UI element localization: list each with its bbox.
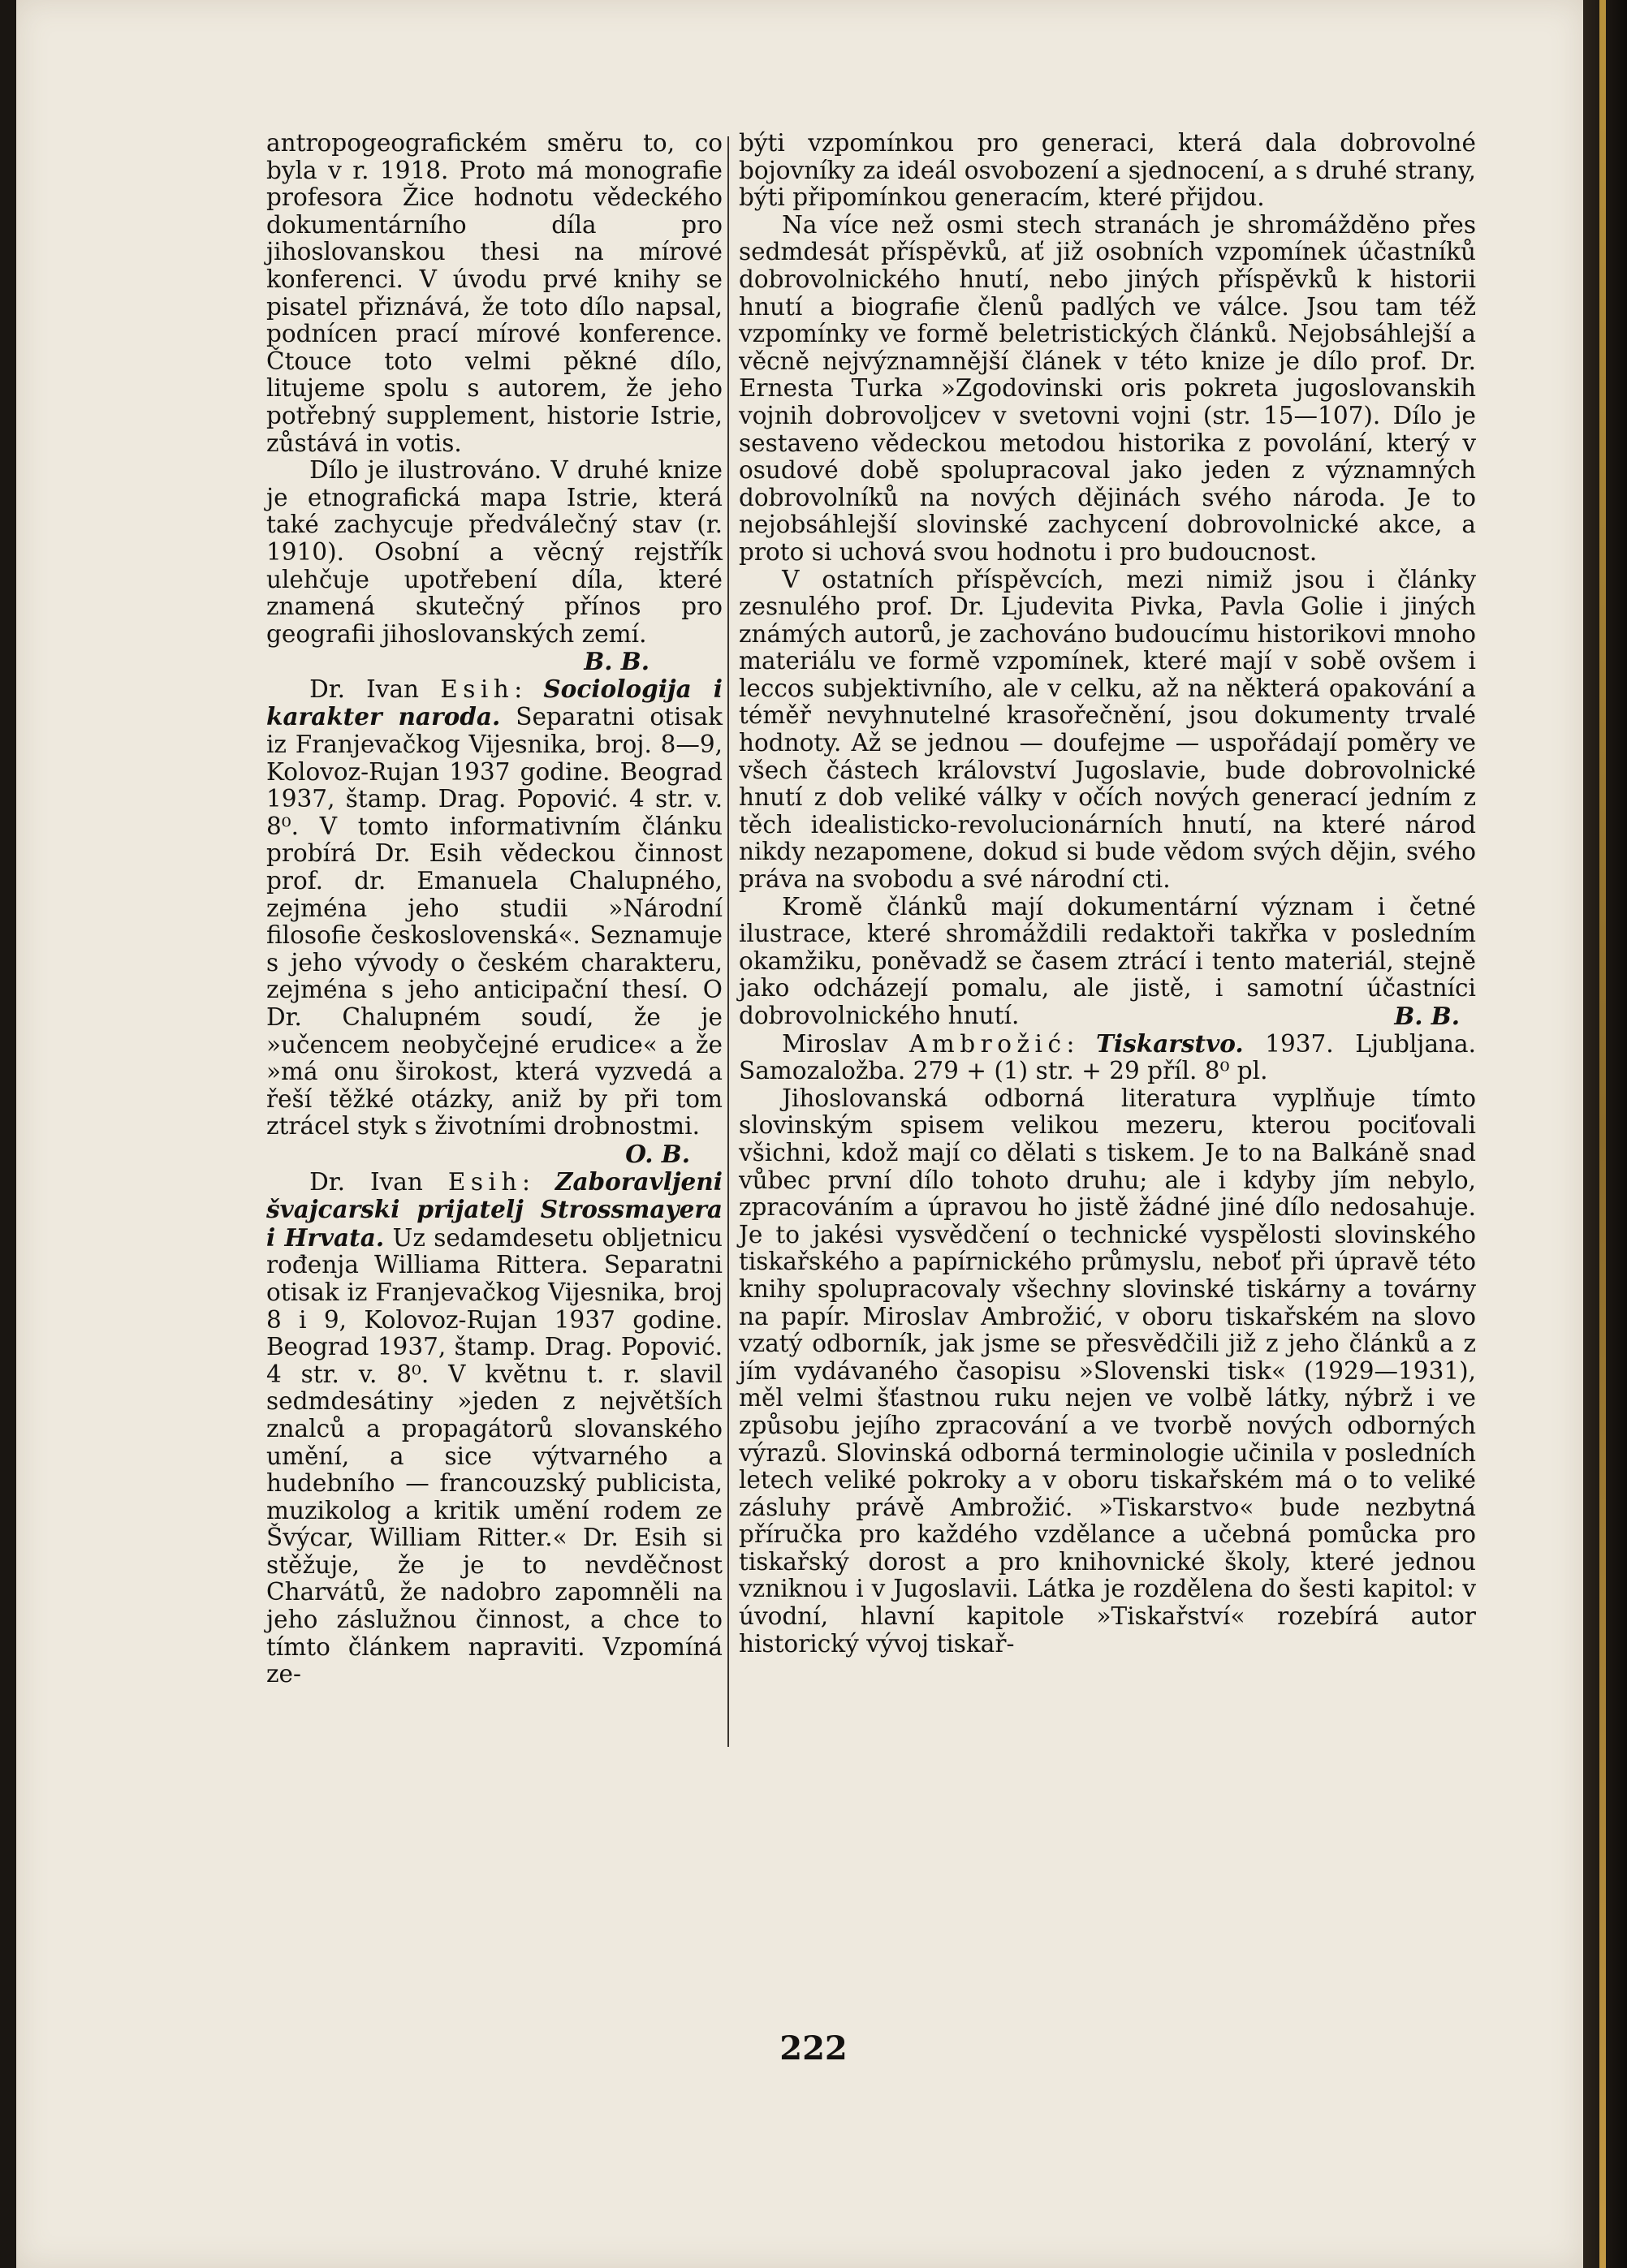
review-author-name: Esih xyxy=(440,675,515,703)
left-column xyxy=(266,130,723,1688)
review-sociologija xyxy=(266,674,723,1168)
review-zaboravljeni xyxy=(266,1168,723,1688)
review-book-title: Zaboravljeni švajcarski prijatelj Strossmayera i Hrvata. xyxy=(266,1166,723,1252)
review-body: 1937. Ljubljana. Samozaložba. 279 + (1) str. + 29 příl. 8⁰ pl. xyxy=(739,1029,1476,1085)
review-colon: : xyxy=(521,1167,555,1196)
review-author-prefix: Dr. Ivan xyxy=(309,1167,423,1196)
paragraph-contributions: Na více než osmi stech stranách je shromážděno přes sedmdesát příspěvků, ať již osobních vzpomínek účastníků dobrovolnického hnutí, nebo jiných příspěvků k historii hnutí a biografie členů padlých ve válce. Jsou tam též vzpomínky ve formě beletristických článků. Nejobsáhlejší a věcně nejvýznamnější článek v této knize je dílo prof. Dr. Ernesta Turka »Zgodovinski oris pokreta jugoslovanskih vojnih dobrovoljcev v svetovni vojni (str. 15—107). Dílo je sestaveno vědeckou metodou historika z povolání, který v osudové době spolupracoval jako jeden z významných dobrovolníků na nových dějinách svého národa. Je to nejobsáhlejší slovinské zachycení dobrovolnické akce, a proto si uchová svou hodnotu i pro budoucnost. xyxy=(739,210,1476,566)
review-author-prefix: Miroslav xyxy=(782,1029,888,1058)
paragraph-text: Kromě článků mají dokumentární význam i četné ilustrace, které shromáždili redaktoři takřka v posledním okamžiku, poněvadž se časem ztrácí i tento materiál, stejně jako odcházejí pomalu, ale jistě, i samotní účastníci dobrovolnického hnutí. xyxy=(739,892,1476,1029)
paragraph-illustrations-value xyxy=(739,894,1476,1030)
review-book-title: Tiskarstvo. xyxy=(1095,1028,1244,1058)
signature: B. B. xyxy=(1394,1002,1460,1030)
signature: O. B. xyxy=(625,1139,690,1168)
right-column xyxy=(739,130,1476,1658)
signature: B. B. xyxy=(584,647,650,676)
paragraph-generation: býti vzpomínkou pro generaci, která dala dobrovolné bojovníky za ideál osvobození a sjednocení, a s druhé strany, býti připomínkou generacím, které přijdou. xyxy=(739,129,1476,212)
review-author-prefix: Dr. Ivan xyxy=(309,675,420,703)
review-tiskarstvo xyxy=(739,1030,1476,1085)
review-author-name: Ambrožić xyxy=(909,1029,1067,1058)
review-colon: : xyxy=(1066,1029,1096,1058)
book-edge xyxy=(1599,0,1606,2268)
paragraph-tiskarstvo-review: Jihoslovanská odborná literatura vyplňuje tímto slovinským spisem velikou mezeru, kterou pociťovali všichni, kdož mají co dělati s tiskem. Je to na Balkáně snad vůbec první dílo tohoto druhu; ale i kdyby jím nebylo, zpracováním a úpravou ho jistě žádné jiné dílo nedosahuje. Je to jakési vysvědčení o technické vyspělosti slovinského tiskařského a papírnického průmyslu, neboť při úpravě této knihy spolupracovaly všechny slovinské tiskárny a továrny na papír. Miroslav Ambrožić, v oboru tiskařském na slovo vzatý odborník, jak jsme se přesvědčili již z jeho článků a z jím vydávaného časopisu »Slovenski tisk« (1929—1931), měl velmi šťastnou ruku nejen ve volbě látky, nýbrž i ve způsobu jejího zpracování a ve tvorbě nových odborných výrazů. Slovinská odborná terminologie učinila v posledních letech veliké pokroky a v oboru tiskařském má o to veliké zásluhy právě Ambrožić. »Tiskarstvo« bude nezbytná příručka pro každého vzdělance a učebná pomůcka pro tiskařský dorost a pro knihovnické školy, které jednou vzniknou i v Jugoslavii. Látka je rozdělena do šesti kapitol: v úvodní, hlavní kapitole »Tiskařství« rozebírá autor historický vývoj tiskař- xyxy=(739,1084,1476,1658)
review-body: Uz sedamdesetu obljetnicu rođenja Williama Rittera. Separatni otisak iz Franjevačkog Vijesnika, broj 8 i 9, Kolovoz-Rujan 1937 godine. Beograd 1937, štamp. Drag. Popović. 4 str. v. 8⁰. V květnu t. r. slavil sedmdesátiny »jeden z největších znalců a propagátorů slovanského umění, a sice výtvarného a hudebního — francouzský publicista, muzikolog a kritik umění rodem ze Švýcar, William Ritter.« Dr. Esih si stěžuje, že je to nevděčnost Charvátů, že nadobro zapomněli na jeho záslužnou činnost, a chce to tímto článkem napraviti. Vzpomíná ze- xyxy=(266,1223,723,1688)
paragraph-istria-monograph: antropogeografickém směru to, co byla v r. 1918. Proto má monografie profesora Žice hodnotu vědeckého dokumentárního díla pro jihoslovanskou thesi na mírové konferenci. V úvodu prvé knihy se pisatel přiznává, že toto dílo napsal, podnícen prací mírové konference. Čtouce toto velmi pěkné dílo, litujeme spolu s autorem, že jeho potřebný supplement, historie Istrie, zůstává in votis. xyxy=(266,129,723,457)
book-page xyxy=(16,0,1583,2268)
review-author-name: Esih xyxy=(447,1167,522,1196)
review-colon: : xyxy=(514,675,544,703)
page-number: 222 xyxy=(779,2029,848,2068)
paragraph-other-contributions: V ostatních příspěvcích, mezi nimiž jsou i články zesnulého prof. Dr. Ljudevita Pivka, Pavla Golie i jiných známých autorů, je zachováno budoucímu historikovi mnoho materiálu ve formě vzpomínek, které mají v sobě ovšem i leccos subjektivního, ale v celku, až na některá opakování a téměř nevyhnutelné krasořečnění, jsou dokumenty trvalé hodnoty. Až se jednou — doufejme — uspořádají poměry ve všech částech království Jugoslavie, bude dobrovolnické hnutí z dob veliké války v očích nových generací jedním z těch idealisticko-revolucionárních hnutí, na které národ nikdy nezapomene, dokud si bude vědom svých dějin, svého práva na svobodu a své národní cti. xyxy=(739,565,1476,894)
paragraph-illustrations: Dílo je ilustrováno. V druhé knize je etnografická mapa Istrie, která také zachycuje předválečný stav (r. 1910). Osobní a věcný rejstřík ulehčuje upotřebení díla, které znamená skutečný přínos pro geografii jihoslovanských zemí. xyxy=(266,456,723,648)
review-book-title: Sociologija i karakter naroda. xyxy=(266,674,723,731)
column-divider xyxy=(727,136,729,1747)
review-body: Separatni otisak iz Franjevačkog Vijesnika, broj. 8—9, Kolovoz-Rujan 1937 godine. Beograd 1937, štamp. Drag. Popović. 4 str. v. 8⁰. V tomto informativním článku probírá Dr. Esih vědeckou činnost prof. dr. Emanuela Chalupného, zejména jeho studii »Národní filosofie československá«. Seznamuje s jeho vývody o českém charakteru, zejména s jeho anticipační thesí. O Dr. Chalupném soudí, že je »učencem neobyčejné erudice« a že »má onu širokost, která vyzvedá a řeší těžké otázky, aniž by při tom ztrácel styk s životními drobnostmi. xyxy=(266,703,723,1140)
